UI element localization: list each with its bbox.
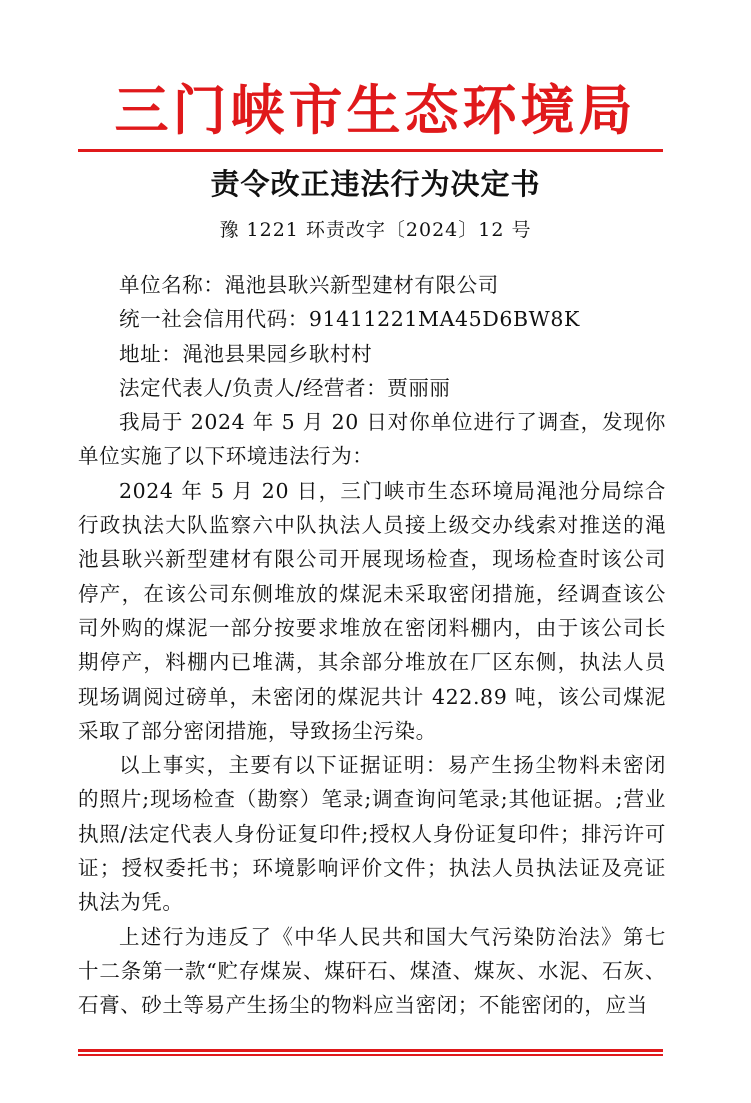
document-body bbox=[78, 268, 666, 1023]
document-number: 豫 1221 环责改字〔2024〕12 号 bbox=[219, 219, 532, 241]
unit-name-line: 单位名称：渑池县耿兴新型建材有限公司 bbox=[119, 273, 499, 297]
footer-red-rule-thin bbox=[78, 1054, 663, 1056]
footer-red-rule-thick bbox=[78, 1049, 663, 1052]
evidence-paragraph: 以上事实，主要有以下证据证明：易产生扬尘物料未密闭的照片;现场检查（勘察）笔录;调查询问笔录;其他证据。;营业执照/法定代表人身份证复印件;授权人身份证复印件；排污许可证；授权委托书；环境影响评价文件；执法人员执法证及亮证执法为凭。 bbox=[78, 753, 666, 915]
header-red-rule bbox=[78, 149, 663, 152]
facts-paragraph: 2024 年 5 月 20 日，三门峡市生态环境局渑池分局综合行政执法大队监察六中队执法人员接上级交办线索对推送的渑池县耿兴新型建材有限公司开展现场检查，现场检查时该公司停产，在该公司东侧堆放的煤泥未采取密闭措施，经调查该公司外购的煤泥一部分按要求堆放在密闭料棚内，由于该公司长期停产，料棚内已堆满，其余部分堆放在厂区东侧，执法人员现场调阅过磅单，未密闭的煤泥共计 422.89 吨，该公司煤泥采取了部分密闭措施，导致扬尘污染。 bbox=[78, 478, 666, 743]
address-line: 地址：渑池县果园乡耿村村 bbox=[119, 341, 373, 366]
violation-paragraph: 上述行为违反了《中华人民共和国大气污染防治法》第七十二条第一款“贮存煤炭、煤矸石、煤渣、煤灰、水泥、石灰、石膏、砂土等易产生扬尘的物料应当密闭；不能密闭的，应当 bbox=[78, 924, 666, 1018]
organization-header: 三门峡市生态环境局 bbox=[114, 79, 637, 142]
credit-code-line: 统一社会信用代码：91411221MA45D6BW8K bbox=[119, 307, 580, 332]
document-title: 责令改正违法行为决定书 bbox=[210, 167, 541, 201]
legal-rep-line: 法定代表人/负责人/经营者：贾丽丽 bbox=[119, 375, 451, 400]
intro-paragraph: 我局于 2024 年 5 月 20 日对你单位进行了调查，发现你单位实施了以下环境违法行为： bbox=[78, 410, 666, 469]
